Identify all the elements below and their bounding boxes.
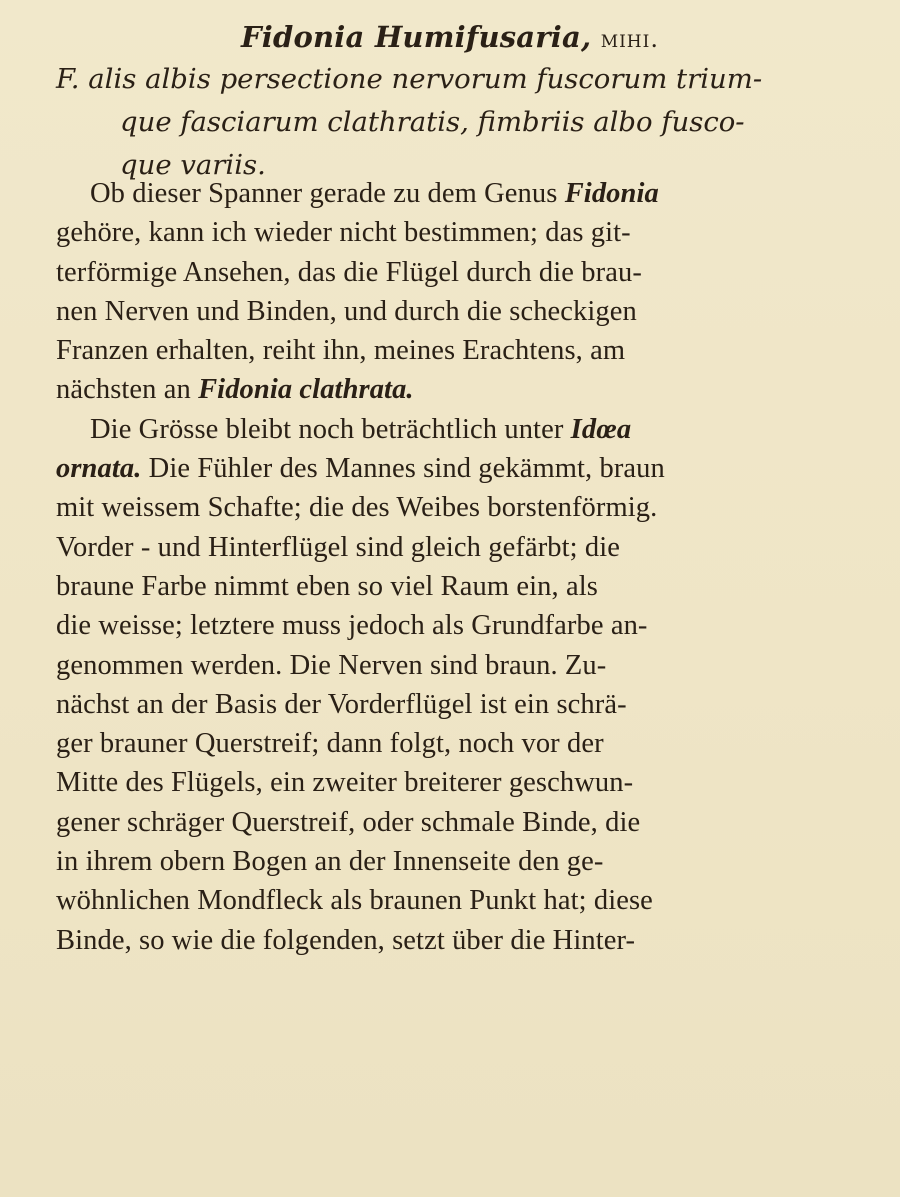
body-text <box>56 174 866 960</box>
text-line: Franzen erhalten, reiht ihn, meines Erachtens, am <box>56 335 626 367</box>
text-line: die weisse; letztere muss jedoch als Grundfarbe an- <box>56 610 648 642</box>
text-line: ger brauner Querstreif; dann folgt, noch vor der <box>56 728 604 760</box>
text-line: nen Nerven und Binden, und durch die scheckigen <box>56 295 637 327</box>
text-line: mit weissem Schafte; die des Weibes borstenförmig. <box>56 492 658 524</box>
diagnosis-line: que fasciarum clathratis, fimbriis albo fusco- <box>120 106 745 138</box>
text-line: nächst an der Basis der Vorderflügel ist ein schrä- <box>56 688 627 720</box>
text-line: Vorder - und Hinterflügel sind gleich gefärbt; die <box>56 531 621 563</box>
text-line: terförmige Ansehen, das die Flügel durch die brau- <box>56 256 642 288</box>
text-line: gener schräger Querstreif, oder schmale Binde, die <box>56 806 641 838</box>
text-line: genommen werden. Die Nerven sind braun. Zu- <box>56 649 607 681</box>
text-line: Binde, so wie die folgenden, setzt über die Hinter- <box>56 924 636 956</box>
text-line: in ihrem obern Bogen an der Innenseite den ge- <box>56 846 604 878</box>
text-line: braune Farbe nimmt eben so viel Raum ein, als <box>56 570 598 602</box>
text-line: gehöre, kann ich wieder nicht bestimmen; das git- <box>56 217 631 249</box>
text-line: Mitte des Flügels, ein zweiter breiterer geschwun- <box>56 767 634 799</box>
text-line: nächsten an Fidonia clathrata. <box>56 374 414 406</box>
species-name: Fidonia Humifusaria, <box>241 20 592 54</box>
diagnosis-line: F. alis albis persectione nervorum fuscorum trium- <box>56 63 763 95</box>
author-note: mihi. <box>600 25 659 53</box>
text-line: wöhnlichen Mondfleck als braunen Punkt hat; diese <box>56 885 653 917</box>
diagnosis-line: que variis. <box>120 149 266 181</box>
text-line: ornata. Die Fühler des Mannes sind gekämmt, braun <box>56 453 665 485</box>
text-line: Ob dieser Spanner gerade zu dem Genus Fidonia <box>90 178 659 209</box>
species-heading <box>0 20 900 54</box>
latin-diagnosis <box>56 58 846 187</box>
text-line: Die Grösse bleibt noch beträchtlich unter Idœa <box>90 413 632 445</box>
